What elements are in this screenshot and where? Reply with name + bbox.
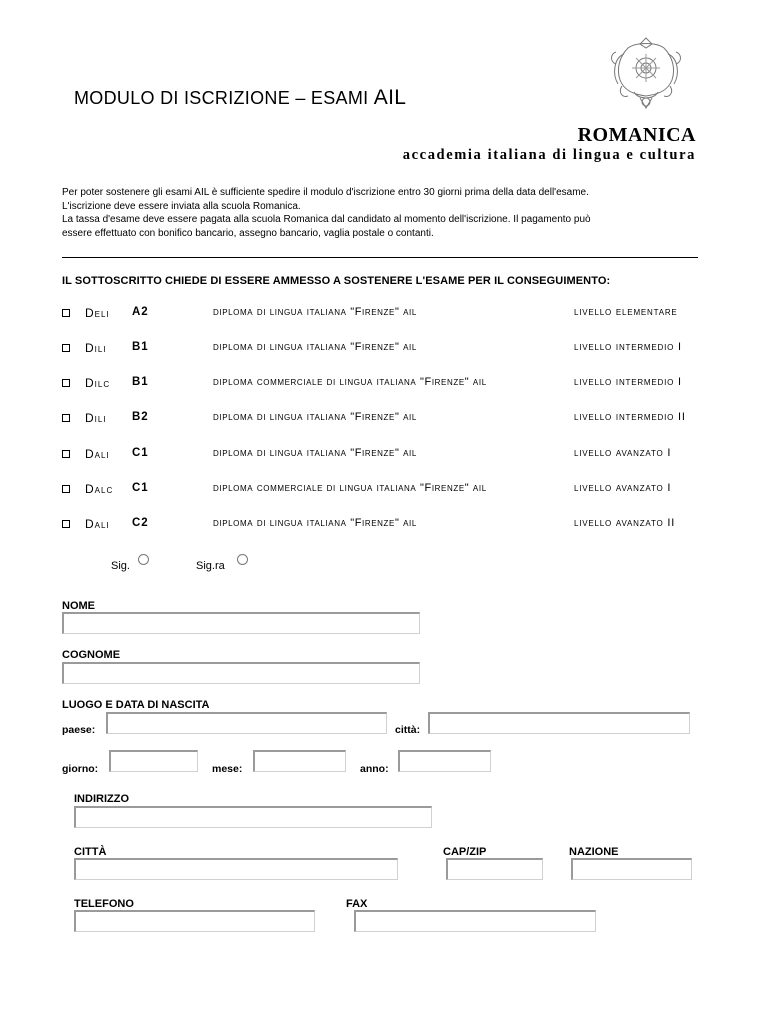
title-text: MODULO DI ISCRIZIONE – ESAMI — [74, 88, 369, 108]
indirizzo-label: INDIRIZZO — [74, 793, 129, 805]
exam-level: C2 — [132, 517, 149, 529]
exam-description: diploma commerciale di lingua italiana "Firenze" ail — [213, 376, 487, 388]
citta-small-label: città: — [395, 724, 421, 736]
exam-option-row — [62, 447, 722, 461]
brand-tagline: accademia italiana di lingua e cultura — [402, 147, 696, 163]
exam-level: A2 — [132, 306, 149, 318]
fax-label: FAX — [346, 898, 368, 910]
title-ail: AIL — [373, 86, 407, 109]
exam-description: diploma di lingua italiana "Firenze" ail — [213, 447, 417, 459]
exam-description: diploma di lingua italiana "Firenze" ail — [213, 341, 417, 353]
citta-field[interactable] — [74, 858, 398, 880]
mese-label: mese: — [212, 763, 243, 775]
intro-line: L'iscrizione deve essere inviata alla scuola Romanica. — [62, 200, 301, 212]
intro-paragraph — [62, 186, 702, 240]
paese-field[interactable] — [106, 712, 387, 734]
mese-field[interactable] — [253, 750, 346, 772]
exam-description: diploma commerciale di lingua italiana "Firenze" ail — [213, 482, 487, 494]
exam-code: Deli — [85, 306, 110, 320]
exam-level: B1 — [132, 376, 149, 388]
nazione-label: NAZIONE — [569, 846, 619, 858]
exam-option-row — [62, 306, 722, 320]
exam-checkbox[interactable] — [62, 520, 70, 528]
exam-level-name: livello intermedio I — [574, 376, 682, 388]
exam-option-row — [62, 341, 722, 355]
cap-label: CAP/ZIP — [443, 846, 487, 858]
exam-level-name: livello avanzato I — [574, 447, 672, 459]
cap-field[interactable] — [446, 858, 543, 880]
intro-line: La tassa d'esame deve essere pagata alla scuola Romanica dal candidato al momento dell'iscrizione. Il pagamento può — [62, 214, 591, 225]
indirizzo-field[interactable] — [74, 806, 432, 828]
exam-level: B2 — [132, 411, 149, 423]
salutation-sigra-label: Sig.ra — [196, 560, 225, 572]
anno-field[interactable] — [398, 750, 491, 772]
exam-code: Dilc — [85, 376, 111, 390]
exam-option-row — [62, 517, 722, 531]
exam-code: Dalc — [85, 482, 114, 496]
exam-checkbox[interactable] — [62, 344, 70, 352]
exam-option-row — [62, 376, 722, 390]
paese-label: paese: — [62, 724, 96, 736]
salutation-sig-label: Sig. — [111, 560, 130, 572]
exam-level-name: livello avanzato II — [574, 517, 676, 529]
exam-checkbox[interactable] — [62, 379, 70, 387]
nome-label: NOME — [62, 600, 95, 612]
exam-checkbox[interactable] — [62, 414, 70, 422]
exam-level-name: livello intermedio II — [574, 411, 686, 423]
exam-description: diploma di lingua italiana "Firenze" ail — [213, 517, 417, 529]
salutation-sigra-radio[interactable] — [237, 554, 248, 565]
exam-option-row — [62, 482, 722, 496]
fax-field[interactable] — [354, 910, 596, 932]
exam-option-row — [62, 411, 722, 425]
nazione-field[interactable] — [571, 858, 692, 880]
divider — [62, 257, 698, 258]
citta-birth-field[interactable] — [428, 712, 690, 734]
exam-code: Dali — [85, 517, 110, 531]
salutation-sig-radio[interactable] — [138, 554, 149, 565]
exam-level-name: livello intermedio I — [574, 341, 682, 353]
exam-checkbox[interactable] — [62, 450, 70, 458]
exam-level-name: livello elementare — [574, 306, 678, 318]
birth-place-date-label: LUOGO E DATA DI NASCITA — [62, 699, 210, 711]
citta-label: CITTÀ — [74, 846, 107, 858]
nome-field[interactable] — [62, 612, 420, 634]
anno-label: anno: — [360, 763, 389, 775]
cognome-field[interactable] — [62, 662, 420, 684]
exam-description: diploma di lingua italiana "Firenze" ail — [213, 411, 417, 423]
exam-level: B1 — [132, 341, 149, 353]
romanica-crest-icon — [606, 34, 686, 114]
exam-code: Dili — [85, 341, 107, 355]
intro-line: Per poter sostenere gli esami AIL è sufficiente spedire il modulo d'iscrizione entro 30 giorni prima della data dell'esame. — [62, 187, 589, 198]
exam-checkbox[interactable] — [62, 309, 70, 317]
telefono-field[interactable] — [74, 910, 315, 932]
exam-code: Dali — [85, 447, 110, 461]
exam-level: C1 — [132, 447, 149, 459]
giorno-field[interactable] — [109, 750, 198, 772]
exam-level-name: livello avanzato I — [574, 482, 672, 494]
brand-name: ROMANICA — [577, 124, 696, 146]
cognome-label: COGNOME — [62, 649, 121, 661]
intro-line: essere effettuato con bonifico bancario, assegno bancario, vaglia postale o contanti. — [62, 227, 434, 239]
exam-level: C1 — [132, 482, 149, 494]
exam-description: diploma di lingua italiana "Firenze" ail — [213, 306, 417, 318]
exam-code: Dili — [85, 411, 107, 425]
giorno-label: giorno: — [62, 763, 99, 775]
telefono-label: TELEFONO — [74, 898, 134, 910]
page-title — [74, 86, 406, 110]
request-heading: IL SOTTOSCRITTO CHIEDE DI ESSERE AMMESSO A SOSTENERE L'ESAME PER IL CONSEGUIMENTO: — [62, 275, 611, 287]
exam-checkbox[interactable] — [62, 485, 70, 493]
